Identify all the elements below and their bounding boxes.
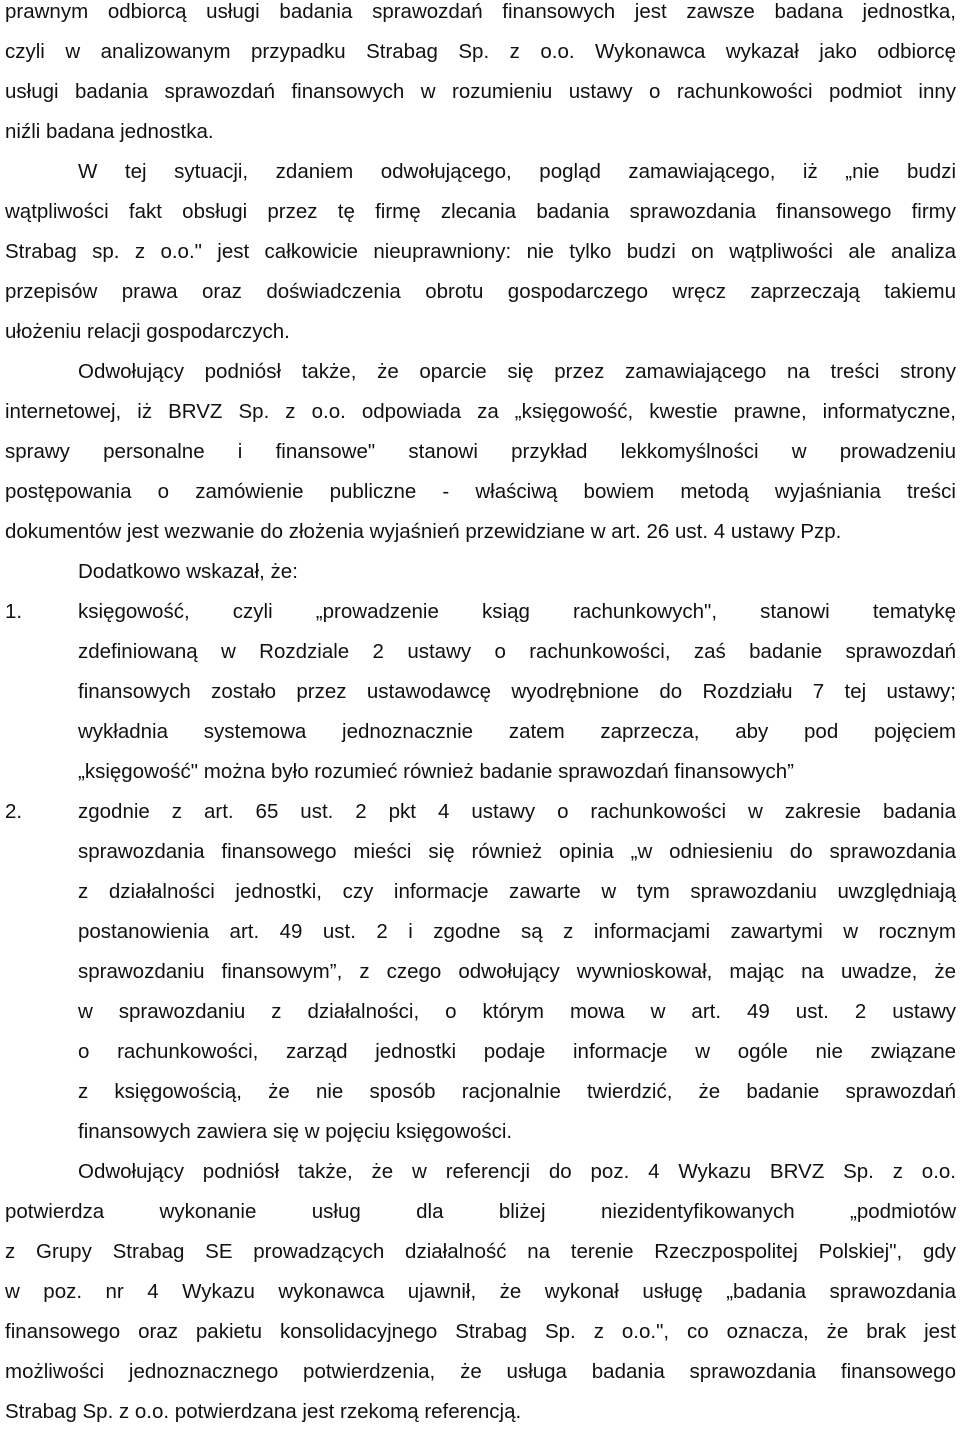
paragraph-first-line: Odwołujący podniósł także, że w referencji do poz. 4 Wykazu BRVZ Sp. z o.o. [78,1160,956,1183]
text-line: wątpliwości fakt obsługi przez tę firmę zlecania badania sprawozdania finansowego firmy [5,200,956,223]
list-number: 1. [5,600,23,623]
list-item-line: finansowych zostało przez ustawodawcę wyodrębnione do Rozdziału 7 tej ustawy; [78,680,956,703]
text-line: internetowej, iż BRVZ Sp. z o.o. odpowiada za „księgowość, kwestie prawne, informatyczne, [5,400,956,423]
list-item-line: finansowych zawiera się w pojęciu księgowości. [78,1120,513,1143]
text-line: Strabag sp. z o.o." jest całkowicie nieuprawniony: nie tylko budzi on wątpliwości ale analiza [5,240,956,263]
list-item-line: o rachunkowości, zarząd jednostki podaje informacje w ogóle nie związane [78,1040,956,1063]
text-line: czyli w analizowanym przypadku Strabag Sp. z o.o. Wykonawca wykazał jako odbiorcę [5,40,956,63]
list-item-line: postanowienia art. 49 ust. 2 i zgodne są z informacjami zawartymi w rocznym [78,920,956,943]
list-item-line: „księgowość" można było rozumieć również badanie sprawozdań finansowych” [78,760,795,783]
list-item-line: z księgowością, że nie sposób racjonalnie twierdzić, że badanie sprawozdań [78,1080,956,1103]
text-line: możliwości jednoznacznego potwierdzenia, że usługa badania sprawozdania finansowego [5,1360,956,1383]
text-line: usługi badania sprawozdań finansowych w rozumieniu ustawy o rachunkowości podmiot inny [5,80,956,103]
list-item-line: zdefiniowaną w Rozdziale 2 ustawy o rachunkowości, zaś badanie sprawozdań [78,640,956,663]
paragraph-first-line: Dodatkowo wskazał, że: [78,560,298,583]
list-item-line: z działalności jednostki, czy informacje zawarte w tym sprawozdaniu uwzględniają [78,880,956,903]
list-item-line: sprawozdaniu finansowym”, z czego odwołujący wywnioskował, mając na uwadze, że [78,960,956,983]
paragraph-first-line: Odwołujący podniósł także, że oparcie się przez zamawiającego na treści strony [78,360,956,383]
list-item-line: w sprawozdaniu z działalności, o którym mowa w art. 49 ust. 2 ustawy [78,1000,956,1023]
list-item-line: wykładnia systemowa jednoznacznie zatem zaprzecza, aby pod pojęciem [78,720,956,743]
text-line: Strabag Sp. z o.o. potwierdzana jest rzekomą referencją. [5,1400,522,1423]
list-number: 2. [5,800,23,823]
text-line: w poz. nr 4 Wykazu wykonawca ujawnił, że wykonał usługę „badania sprawozdania [5,1280,956,1303]
text-line: z Grupy Strabag SE prowadzących działalność na terenie Rzeczpospolitej Polskiej", gdy [5,1240,956,1263]
list-item-line: sprawozdania finansowego mieści się również opinia „w odniesieniu do sprawozdania [78,840,956,863]
text-line: ułożeniu relacji gospodarczych. [5,320,290,343]
text-line: przepisów prawa oraz doświadczenia obrotu gospodarczego wręcz zaprzeczają takiemu [5,280,956,303]
text-line: postępowania o zamówienie publiczne - właściwą bowiem metodą wyjaśniania treści [5,480,956,503]
text-line: dokumentów jest wezwanie do złożenia wyjaśnień przewidziane w art. 26 ust. 4 ustawy Pzp. [5,520,842,543]
paragraph-first-line: W tej sytuacji, zdaniem odwołującego, pogląd zamawiającego, iż „nie budzi [78,160,956,183]
list-item-line: zgodnie z art. 65 ust. 2 pkt 4 ustawy o rachunkowości w zakresie badania [78,800,956,823]
text-line: potwierdza wykonanie usług dla bliżej niezidentyfikowanych „podmiotów [5,1200,956,1223]
text-line: finansowego oraz pakietu konsolidacyjnego Strabag Sp. z o.o.", co oznacza, że brak jest [5,1320,956,1343]
text-line: niźli badana jednostka. [5,120,214,143]
list-item-line: księgowość, czyli „prowadzenie ksiąg rachunkowych", stanowi tematykę [78,600,956,623]
text-line: sprawy personalne i finansowe" stanowi przykład lekkomyślności w prowadzeniu [5,440,956,463]
text-line: prawnym odbiorcą usługi badania sprawozdań finansowych jest zawsze badana jednostka, [5,0,956,23]
